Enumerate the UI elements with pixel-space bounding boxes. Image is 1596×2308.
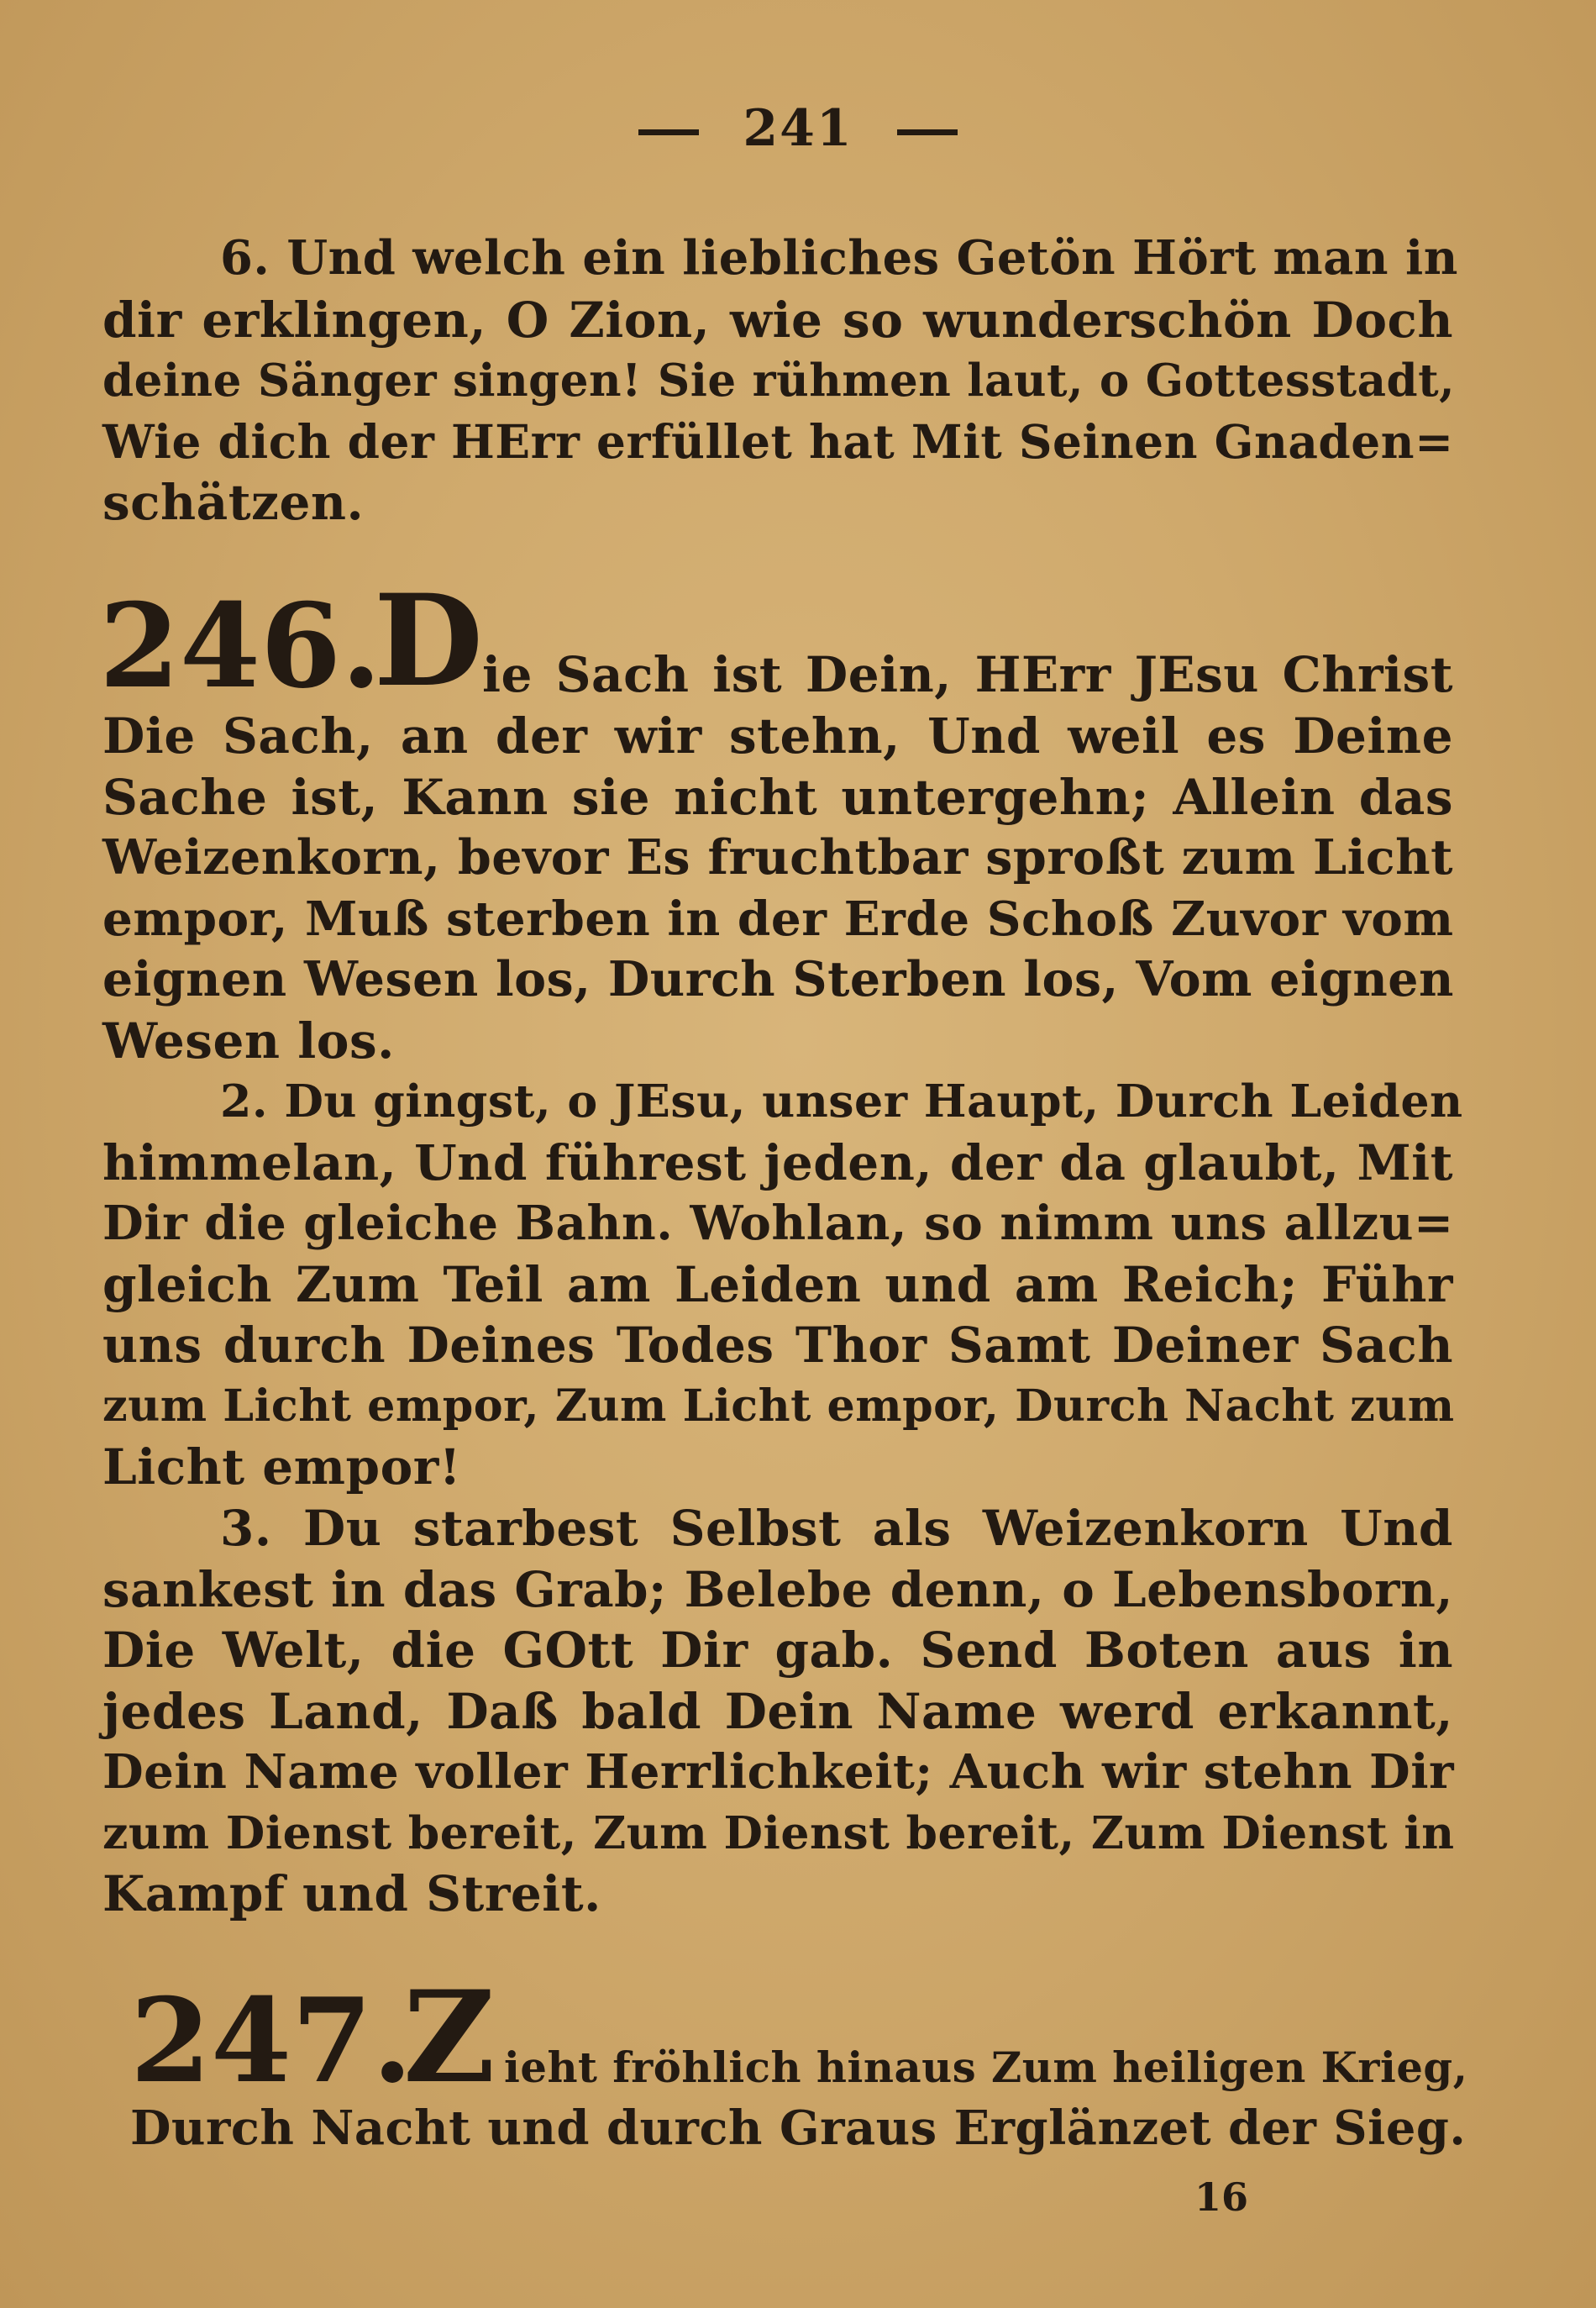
hymn-246-verse-2-line: 2. Du gingst, o JEsu, unser Haupt, Durch Leiden xyxy=(220,1075,1463,1128)
hymn-246-verse-3 xyxy=(102,1498,1453,1925)
page-number: 241 xyxy=(743,99,853,158)
hymn-247-first-line xyxy=(504,2037,1466,2099)
hymn-246-line: Sache ist, Kann sie nicht untergehn; Allein das xyxy=(102,768,1453,826)
hymn-246-verse-2-line: uns durch Deines Todes Thor Samt Deiner Sach xyxy=(102,1317,1453,1374)
hymn-246-verse-2-line: zum Licht empor, Zum Licht empor, Durch Nacht zum xyxy=(102,1380,1455,1432)
verse-6 xyxy=(102,229,1458,534)
hymn-246-verse-2-line: Licht empor! xyxy=(102,1438,461,1496)
hymn-246-verse-2-line: Dir die gleiche Bahn. Wohlan, so nimm uns allzu= xyxy=(102,1196,1454,1251)
header-dash-right xyxy=(897,129,958,135)
hymn-246-verse-2-line: himmelan, Und führest jeden, der da glaubt, Mit xyxy=(102,1133,1453,1191)
hymn-246-first-line-text: ie Sach ist Dein, HErr JEsu Christ xyxy=(482,646,1453,703)
hymn-247-initial: Z xyxy=(403,1964,496,2111)
hymn-246-verse-3-line: sankest in das Grab; Belebe denn, o Lebensborn, xyxy=(102,1560,1453,1618)
hymn-247-line: Durch Nacht und durch Graus Erglänzet der Sieg. xyxy=(130,2101,1467,2156)
hymn-246-verse-3-line: Dein Name voller Herrlichkeit; Auch wir stehn Dir xyxy=(102,1744,1455,1800)
hymn-246-verse-2 xyxy=(102,1071,1463,1498)
hymn-246-initial: D xyxy=(374,567,484,715)
verse-6-line: dir erklingen, O Zion, wie so wunderschön Doch xyxy=(102,291,1453,349)
hymn-247-number: 247. xyxy=(130,1972,413,2109)
hymn-246-first-line xyxy=(482,644,1453,706)
hymn-246-verse-1 xyxy=(102,706,1453,1071)
verse-6-line: Wie dich der HErr erfüllet hat Mit Seinen Gnaden= xyxy=(102,413,1454,469)
hymn-246-line: empor, Muß sterben in der Erde Schoß Zuvor vom xyxy=(102,891,1454,947)
verse-6-line: 6. Und welch ein liebliches Getön Hört man in xyxy=(220,231,1458,286)
hymn-246-verse-3-line: Kampf und Streit. xyxy=(102,1865,601,1922)
hymn-246-line: Die Sach, an der wir stehn, Und weil es Deine xyxy=(102,707,1453,765)
header-dash-left xyxy=(638,129,699,135)
page-header xyxy=(0,99,1596,158)
hymn-246-number: 246. xyxy=(99,577,382,714)
hymn-246-verse-3-line: jedes Land, Daß bald Dein Name werd erkannt, xyxy=(102,1682,1453,1740)
hymn-246-line: eignen Wesen los, Durch Sterben los, Vom eignen xyxy=(102,952,1454,1007)
hymn-247-first-line-text: ieht fröhlich hinaus Zum heiligen Krieg, xyxy=(504,2043,1468,2092)
hymn-246-line: Wesen los. xyxy=(102,1012,395,1070)
hymn-246-verse-3-line: 3. Du starbest Selbst als Weizenkorn Und xyxy=(220,1500,1453,1557)
verse-6-line: deine Sänger singen! Sie rühmen laut, o Gottesstadt, xyxy=(102,354,1456,407)
signature-mark: 16 xyxy=(1194,2174,1249,2220)
hymn-247-verse-1 xyxy=(130,2099,1466,2160)
hymn-246-verse-3-line: Die Welt, die GOtt Dir gab. Send Boten aus in xyxy=(102,1622,1453,1679)
hymn-246-verse-2-line: gleich Zum Teil am Leiden und am Reich; Führ xyxy=(102,1255,1453,1313)
hymn-246-line: Weizenkorn, bevor Es fruchtbar sproßt zum Licht xyxy=(102,829,1453,886)
hymn-246-verse-3-line: zum Dienst bereit, Zum Dienst bereit, Zum Dienst in xyxy=(102,1806,1455,1859)
verse-6-line: schätzen. xyxy=(102,474,365,531)
